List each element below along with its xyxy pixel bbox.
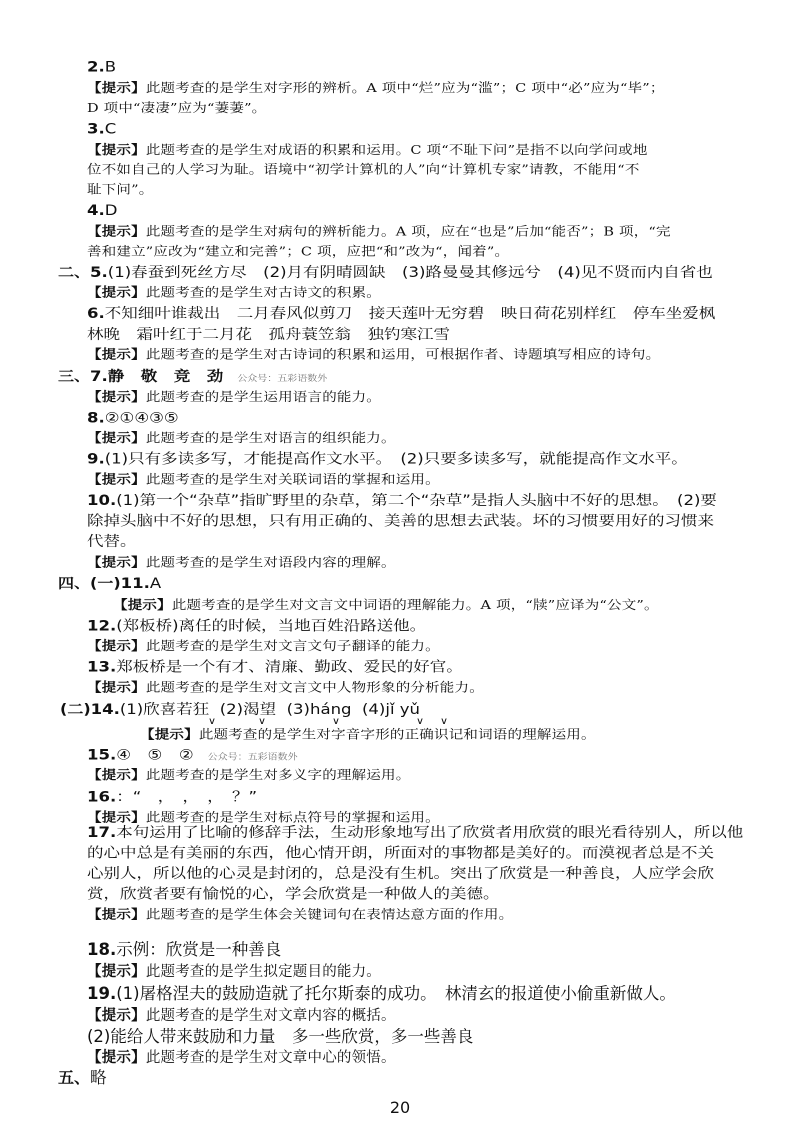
q18-number: 18.: [87, 940, 117, 959]
q17-answer: 本句运用了比喻的修辞手法，生动形象地写出了欣赏者用欣赏的眼光看待别人，所以他: [116, 823, 744, 841]
q10-number: 10.: [87, 491, 117, 509]
q7-answer: 静 敬 竞 劲: [107, 368, 224, 385]
q14-answer-4: (4)jǐ yǔ: [362, 700, 421, 718]
q17-answer-3: 心别人，所以他的心灵是封闭的，总是没有生机。突出了欣赏是一种善良，人应学会欣: [87, 865, 714, 882]
q19-tip-line-2: [87, 1048, 396, 1068]
q14-answer-1: (1)欣喜若狂: [119, 700, 210, 718]
q14-number: 14.: [90, 700, 120, 718]
tip-label: 【提示】: [87, 810, 146, 825]
check-mark-icon: ∨: [416, 715, 425, 727]
section-4-label: 四、(一): [58, 575, 121, 592]
q8-tip-text: 此题考查的是学生对语言的组织能力。: [145, 431, 396, 446]
check-mark-icon: ∨: [258, 715, 267, 727]
q15-tip-text: 此题考查的是学生对多义字的理解运用。: [145, 768, 411, 783]
q19-tip-text: 此题考查的是学生对文章内容的概括。: [145, 1008, 396, 1024]
q10-answer: (1)第一个“杂草”指旷野里的杂草，第二个“杂草”是指人头脑中不好的思想。 (2)要: [116, 491, 717, 509]
q6-tip-text: 此题考查的是学生对古诗词的积累和运用，可根据作者、诗题填写相应的诗句。: [145, 348, 661, 363]
q4-tip-text: 此题考查的是学生对病句的辨析能力。A 项，应在“也是”后加“能否”；B 项，“完: [145, 225, 671, 240]
q5-answer: (1)春蚕到死丝方尽 (2)月有阴晴圆缺 (3)路曼曼其修远兮 (4)见不贤而内自省也: [107, 264, 713, 281]
tip-label: 【提示】: [87, 964, 146, 980]
q6-answer-2: 林晚 霜叶红于二月花 孤舟蓑笠翁 独钓寒江雪: [87, 325, 450, 343]
check-mark-icon: ∨: [208, 715, 217, 727]
q7-tip-text: 此题考查的是学生运用语言的能力。: [145, 390, 382, 405]
q17-number: 17.: [87, 823, 117, 841]
section-3-label: 三、: [58, 368, 91, 385]
page-number: 20: [389, 1098, 411, 1117]
section-5-answer: 略: [90, 1068, 107, 1087]
q16-number: 16.: [87, 788, 117, 805]
q11-number: 11.: [120, 575, 150, 592]
q10-answer-2: 除掉头脑中不好的思想，只有用正确的、美善的思想去武装。坏的习惯要用好的习惯来: [87, 512, 714, 529]
q13-tip-text: 此题考查的是学生对文言文中人物形象的分析能力。: [145, 681, 484, 695]
q3-number: 3.: [87, 120, 105, 137]
tip-label: 【提示】: [87, 681, 146, 695]
q12-answer: (郑板桥)离任的时候，当地百姓沿路送他。: [116, 617, 427, 634]
q7-number: 7.: [90, 368, 108, 385]
q11-tip-text: 此题考查的是学生对文言文中词语的理解能力。A 项，“牍”应译为“公文”。: [171, 598, 659, 613]
q3-answer: C: [104, 120, 117, 137]
tip-label: 【提示】: [87, 225, 146, 240]
q10-answer-3: 代替。: [87, 533, 137, 550]
q19-answer-2: (2)能给人带来鼓励和力量 多一些欣赏，多一些善良: [87, 1027, 474, 1046]
q11-answer: A: [149, 575, 162, 592]
q4-number: 4.: [87, 202, 105, 219]
tip-label: 【提示】: [87, 768, 146, 783]
q19-number: 19.: [87, 984, 117, 1003]
tip-label: 【提示】: [87, 473, 146, 487]
tip-label: 【提示】: [87, 908, 146, 922]
tip-label: 【提示】: [87, 556, 146, 571]
q18-answer-line: [87, 940, 281, 960]
q17-answer-2: 的心中总是有美丽的东西，他心情开朗，所面对的事物都是美好的。而漠视者总是不关: [87, 844, 714, 861]
q17-tip-text: 此题考查的是学生体会关键词句在表情达意方面的作用。: [145, 908, 514, 922]
tip-label: 【提示】: [87, 81, 146, 96]
q10-tip-text: 此题考查的是学生对语段内容的理解。: [145, 556, 396, 571]
tip-label: 【提示】: [87, 390, 146, 405]
q14-tip-text: 此题考查的是学生对字音字形的正确识记和词语的理解运用。: [198, 728, 596, 743]
q19-tip-line-1: [87, 1006, 396, 1026]
q8-answer: ②①④③⑤: [104, 409, 179, 426]
q18-tip-text: 此题考查的是学生拟定题目的能力。: [145, 964, 382, 980]
section-5-line: [58, 1068, 107, 1088]
q5-number: 5.: [90, 264, 108, 281]
q18-tip-line: [87, 962, 381, 982]
q2-answer: B: [104, 58, 117, 75]
section-2-label: 二、: [58, 264, 91, 281]
q5-tip-text: 此题考查的是学生对古诗文的积累。: [145, 286, 382, 301]
tip-label: 【提示】: [87, 286, 146, 301]
q19-tip-text-2: 此题考查的是学生对文章中心的领悟。: [145, 1050, 396, 1066]
q16-answer: ：“ ， ， ， ？”: [116, 788, 258, 805]
section-4b-label: (二): [60, 700, 91, 718]
q19-answer-line-1: [87, 984, 676, 1004]
q2-number: 2.: [87, 58, 105, 75]
q12-tip-text: 此题考查的是学生对文言文句子翻译的能力。: [145, 639, 440, 654]
check-mark-icon: ∨: [332, 715, 341, 727]
q3-tip-text: 此题考查的是学生对成语的积累和运用。C 项“不耻下问”是指不以向学问或地: [145, 143, 648, 158]
tip-label: 【提示】: [87, 639, 146, 654]
q19-answer: (1)屠格涅夫的鼓励造就了托尔斯泰的成功。 林清玄的报道使小偷重新做人。: [116, 984, 676, 1003]
q13-answer: 郑板桥是一个有才、清廉、勤政、爱民的好官。: [116, 658, 463, 676]
q4-tip-text-2: 善和建立”应改为“建立和完善”；C 项，应把“和”改为“，闻着”。: [87, 245, 510, 259]
check-mark-icon: ∨: [440, 715, 449, 727]
q15-answer: ④ ⑤ ②: [116, 746, 194, 763]
q14-answer-2: (2)渴望: [219, 700, 277, 718]
q12-number: 12.: [87, 617, 117, 634]
tip-label: 【提示】: [140, 728, 199, 743]
q8-number: 8.: [87, 409, 105, 426]
tip-label: 【提示】: [87, 431, 146, 446]
section-5-label: 五、: [58, 1068, 91, 1087]
q3-tip-text-3: 耻下问”。: [87, 183, 154, 197]
q4-answer: D: [104, 202, 118, 219]
tip-label: 【提示】: [87, 348, 146, 363]
q13-number: 13.: [87, 658, 117, 676]
q9-answer: (1)只有多读多写，才能提高作文水平。 (2)只要多读多写，就能提高作文水平。: [104, 450, 688, 467]
q14-answer-3: (3)háng: [286, 700, 352, 718]
watermark: 公众号：五彩语数外: [207, 752, 298, 762]
q9-number: 9.: [87, 450, 105, 467]
tip-label: 【提示】: [87, 143, 146, 158]
q2-tip-text-2: D 项中“凄凄”应为“萋萋”。: [87, 101, 267, 116]
q17-answer-4: 赏，欣赏者要有愉悦的心，学会欣赏是一种做人的美德。: [87, 885, 500, 903]
q19-answer-line-2: [87, 1027, 473, 1047]
q9-tip-text: 此题考查的是学生对关联词语的掌握和运用。: [145, 473, 440, 487]
q2-tip-text: 此题考查的是学生对字形的辨析。A 项中“烂”应为“滥”；C 项中“必”应为“毕”；: [145, 81, 665, 96]
q6-answer: 不知细叶谁裁出 二月春风似剪刀 接天莲叶无穷碧 映日荷花别样红 停车坐爱枫: [104, 305, 716, 322]
q6-number: 6.: [87, 305, 105, 322]
tip-label: 【提示】: [87, 1008, 146, 1024]
q16-tip-text: 此题考查的是学生对标点符号的掌握和运用。: [145, 810, 440, 825]
q18-answer: 示例：欣赏是一种善良: [116, 940, 282, 959]
tip-label: 【提示】: [113, 598, 172, 613]
tip-label: 【提示】: [87, 1050, 146, 1066]
q3-tip-text-2: 位不如自己的人学习为耻。语境中“初学计算机的人”向“计算机专家”请教，不能用“不: [87, 163, 640, 178]
watermark: 公众号：五彩语数外: [237, 374, 328, 384]
q15-number: 15.: [87, 746, 117, 763]
